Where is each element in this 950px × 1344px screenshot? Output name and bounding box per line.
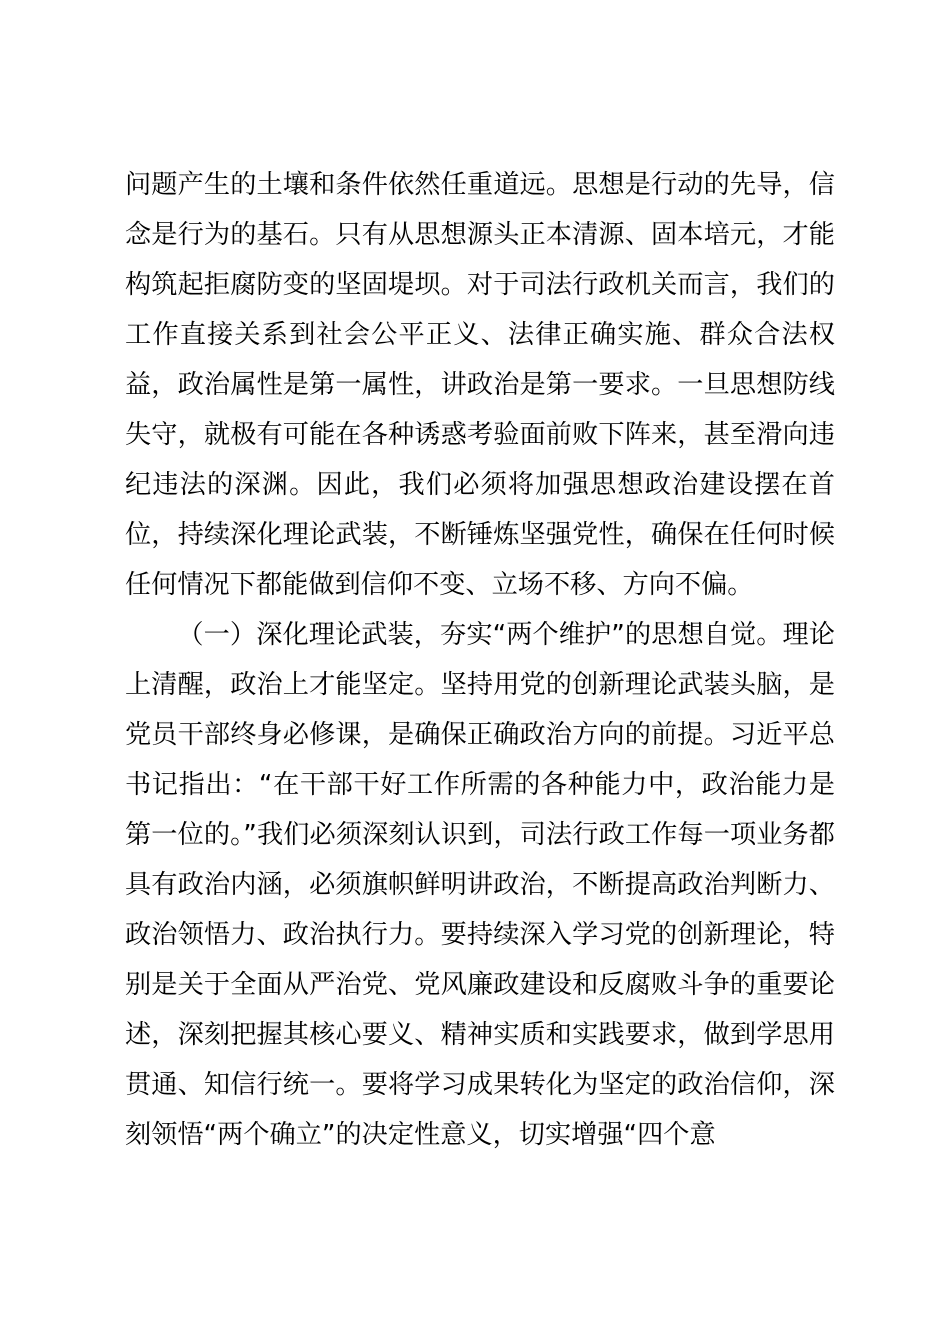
text-column — [125, 160, 835, 1160]
paragraph-section-one: （一）深化理论武装，夯实“两个维护”的思想自觉。理论上清醒，政治上才能坚定。坚持用党的创新理论武装头脑，是党员干部终身必修课，是确保正确政治方向的前提。习近平总书记指出：“在干部干好工作所需的各种能力中，政治能力是第一位的。”我们必须深刻认识到，司法行政工作每一项业务都具有政治内涵，必须旗帜鲜明讲政治，不断提高政治判断力、政治领悟力、政治执行力。要持续深入学习党的创新理论，特别是关于全面从严治党、党风廉政建设和反腐败斗争的重要论述，深刻把握其核心要义、精神实质和实践要求，做到学思用贯通、知信行统一。要将学习成果转化为坚定的政治信仰，深刻领悟“两个确立”的决定性意义，切实增强“四个意 — [125, 620, 835, 1150]
paragraph-continued: 问题产生的土壤和条件依然任重道远。思想是行动的先导，信念是行为的基石。只有从思想源头正本清源、固本培元，才能构筑起拒腐防变的坚固堤坝。对于司法行政机关而言，我们的工作直接关系到社会公平正义、法律正确实施、群众合法权益，政治属性是第一属性，讲政治是第一要求。一旦思想防线失守，就极有可能在各种诱惑考验面前败下阵来，甚至滑向违纪违法的深渊。因此，我们必须将加强思想政治建设摆在首位，持续深化理论武装，不断锤炼坚强党性，确保在任何时候任何情况下都能做到信仰不变、立场不移、方向不偏。 — [125, 170, 835, 600]
